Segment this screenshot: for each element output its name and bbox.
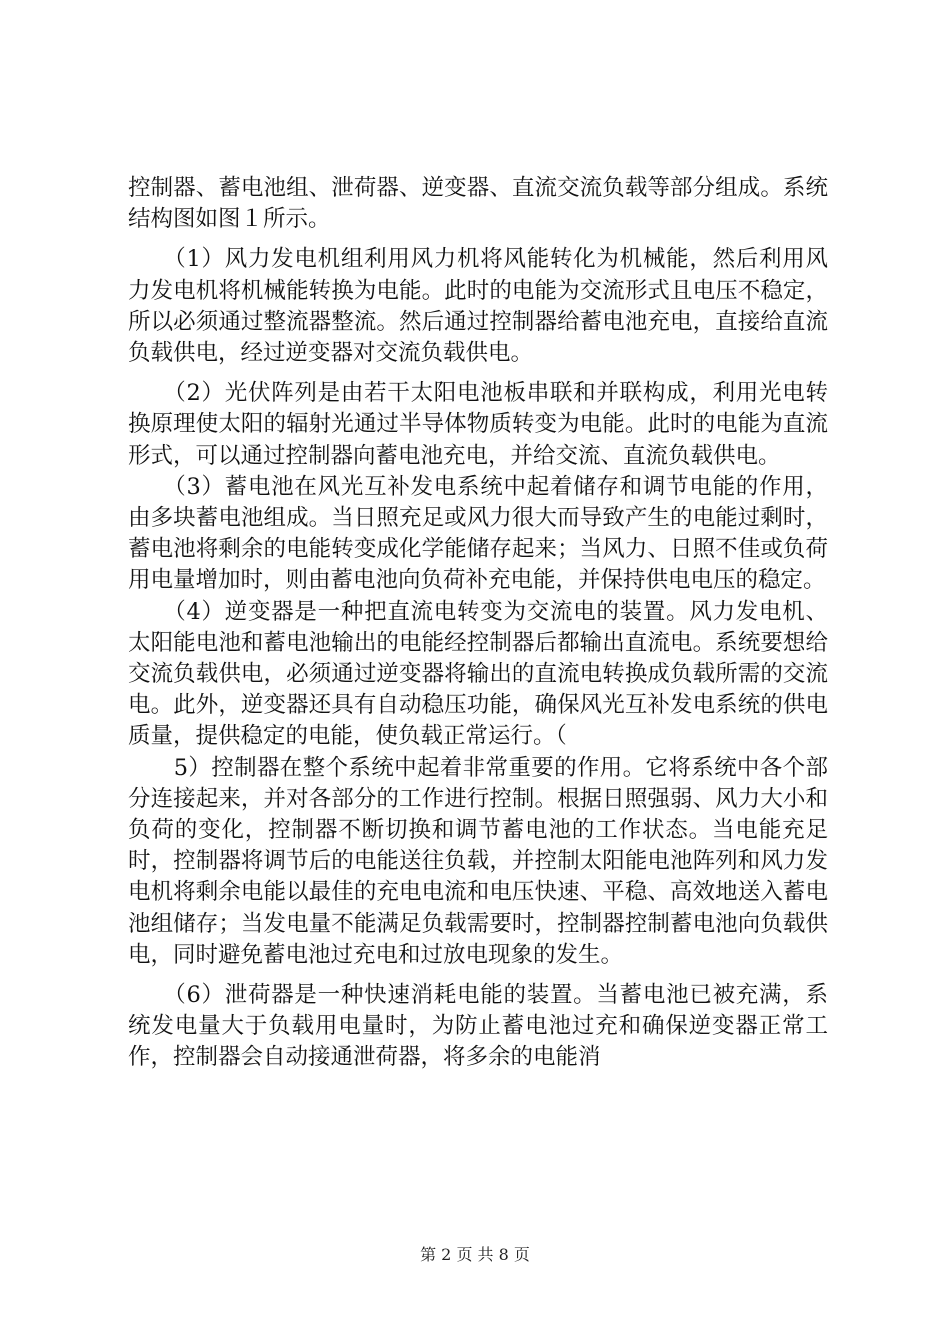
- paragraph-1-wind-generator: （1）风力发电机组利用风力机将风能转化为机械能，然后利用风力发电机将机械能转换为电能。此时的电能为交流形式且电压不稳定，所以必须通过整流器整流。然后通过控制器给蓄电池充电，直接给直流负载供电，经过逆变器对交流负载供电。: [128, 246, 828, 367]
- paragraph-6-dump-load: （6）泄荷器是一种快速消耗电能的装置。当蓄电池已被充满，系统发电量大于负载用电量时，为防止蓄电池过充和确保逆变器正常工作，控制器会自动接通泄荷器，将多余的电能消: [128, 982, 828, 1071]
- paragraph-2-pv-array: （2）光伏阵列是由若干太阳电池板串联和并联构成，利用光电转换原理使太阳的辐射光通过半导体物质转变为电能。此时的电能为直流形式，可以通过控制器向蓄电池充电，并给交流、直流负载供电。: [128, 380, 828, 469]
- paragraph-4-inverter: （4）逆变器是一种把直流电转变为交流电的装置。风力发电机、太阳能电池和蓄电池输出的电能经控制器后都输出直流电。系统要想给交流负载供电，必须通过逆变器将输出的直流电转换成负载所需的交流电。此外，逆变器还具有自动稳压功能，确保风光互补发电系统的供电质量，提供稳定的电能，使负载正常运行。（: [128, 598, 828, 750]
- paragraph-3-battery: （3）蓄电池在风光互补发电系统中起着储存和调节电能的作用，由多块蓄电池组成。当日照充足或风力很大而导致产生的电能过剩时，蓄电池将剩余的电能转变成化学能储存起来；当风力、日照不佳或负荷用电量增加时，则由蓄电池向负荷补充电能，并保持供电电压的稳定。: [128, 473, 828, 594]
- paragraph-5-controller: 5）控制器在整个系统中起着非常重要的作用。它将系统中各个部分连接起来，并对各部分的工作进行控制。根据日照强弱、风力大小和负荷的变化，控制器不断切换和调节蓄电池的工作状态。当电能充足时，控制器将调节后的电能送往负载，并控制太阳能电池阵列和风力发电机将剩余电能以最佳的充电电流和电压快速、平稳、高效地送入蓄电池组储存；当发电量不能满足负载需要时，控制器控制蓄电池向负载供电，同时避免蓄电池过充电和过放电现象的发生。: [128, 754, 828, 968]
- document-body: [128, 173, 828, 1074]
- page-number: 第 2 页 共 8 页: [420, 1245, 530, 1264]
- paragraph-intro: 控制器、蓄电池组、泄荷器、逆变器、直流交流负载等部分组成。系统结构图如图１所示。: [128, 175, 828, 233]
- page-footer: [0, 1245, 950, 1265]
